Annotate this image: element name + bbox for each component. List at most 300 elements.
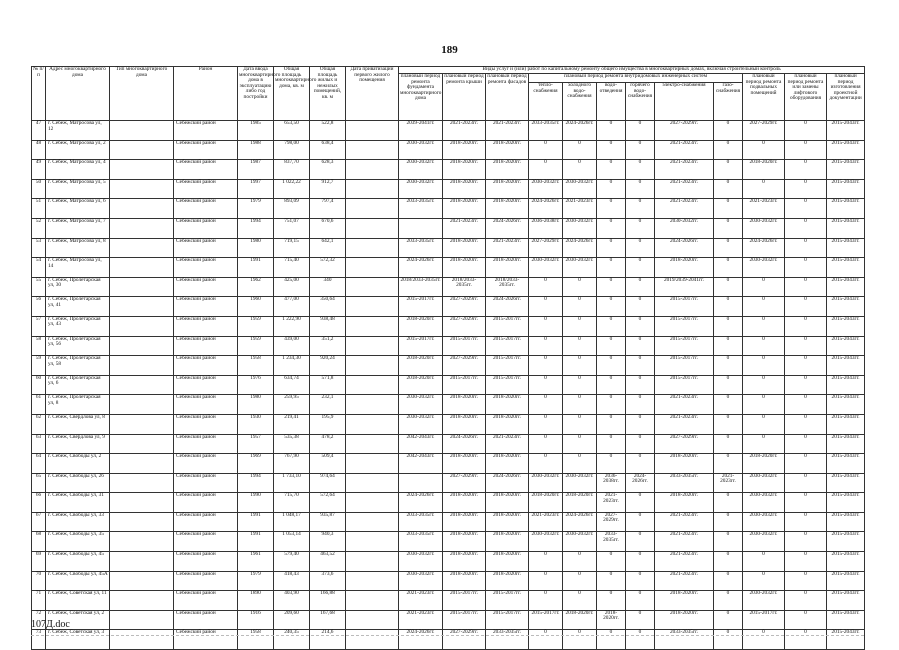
foundation-cell: 2033-2035гг. [399,512,443,532]
total-area-cell: 535,38 [274,434,310,454]
district-cell: Себежский район [174,552,238,572]
district-cell: Себежский район [174,610,238,630]
drainage-cell: 0 [597,277,626,297]
page-bottom-divider [31,635,864,636]
row-num-cell: 63 [32,434,46,454]
privatization-cell [346,512,399,532]
facade-cell: 2015-2017гг. [486,591,529,611]
facade-cell: 2015-2017гг. [486,375,529,395]
basement-cell: 2030-2032гг. [743,591,785,611]
gas-cell: 0 [714,375,743,395]
total-area-cell: 259,95 [274,395,310,415]
hot-water-cell: 0 [626,277,655,297]
row-num-cell: 66 [32,493,46,513]
privatization-cell [346,493,399,513]
drainage-cell: 0 [597,552,626,572]
total-area-cell: 751,07 [274,218,310,238]
cold-water-cell: 0 [563,571,597,591]
facade-cell: 2024-2026гг. [486,297,529,317]
basement-cell: 2024-2026гг. [743,238,785,258]
hot-water-cell: 0 [626,395,655,415]
address-cell: г. Себеж, Матросова ул, 4 [46,160,110,180]
header-district: Район [174,67,238,121]
drainage-cell: 0 [597,316,626,336]
elevator-cell: 0 [785,375,827,395]
district-cell: Себежский район [174,258,238,278]
gas-cell: 0 [714,571,743,591]
district-cell: Себежский район [174,121,238,141]
foundation-cell: 2018/2033-2035гг. [399,277,443,297]
basement-cell: 2030-2032гг. [743,512,785,532]
table-row [32,336,865,356]
electricity-cell: 2024-2026гг. [655,238,714,258]
facade-cell: 2018-2020гг. [486,179,529,199]
elevator-cell: 0 [785,179,827,199]
address-cell: г. Себеж, Матросова ул, 5 [46,179,110,199]
privatization-cell [346,591,399,611]
privatization-cell [346,395,399,415]
header-elevator: плановый период ремонта или замены лифтового оборудования [785,74,827,121]
elevator-cell: 0 [785,414,827,434]
drainage-cell: 0 [597,297,626,317]
header-num: № п/п [32,67,46,121]
row-num-cell: 52 [32,218,46,238]
living-area-cell: 797,4 [310,199,346,219]
gas-cell: 0 [714,179,743,199]
total-area-cell: 477,00 [274,297,310,317]
living-area-cell: 373,6 [310,571,346,591]
living-area-cell: 935,87 [310,512,346,532]
address-cell: г. Себеж, Свободы ул, 35 [46,532,110,552]
row-num-cell: 58 [32,336,46,356]
cold-water-cell: 2018-2020гг. [563,610,597,630]
gas-cell: 0 [714,121,743,141]
electricity-cell: 2015-2017гг. [655,336,714,356]
elevator-cell: 0 [785,473,827,493]
privatization-cell [346,160,399,180]
drainage-cell: 0 [597,121,626,141]
heat-cell: 2030-2032гг. [529,532,563,552]
elevator-cell: 0 [785,434,827,454]
elevator-cell: 0 [785,532,827,552]
hot-water-cell: 0 [626,610,655,630]
design-doc-cell: 2015-2043гг. [827,532,865,552]
year-cell: 1959 [238,336,274,356]
district-cell: Себежский район [174,532,238,552]
house-type-cell [110,512,174,532]
gas-cell: 0 [714,277,743,297]
living-area-cell: 350,64 [310,297,346,317]
gas-cell: 0 [714,238,743,258]
cold-water-cell: 0 [563,297,597,317]
foundation-cell: 2042-2043гг. [399,454,443,474]
cold-water-cell: 2018-2020гг. [563,493,597,513]
header-hot-water: горячего водо-снабжения [626,83,655,121]
living-area-cell: 195,9 [310,414,346,434]
header-design-doc: плановый период изготовления проектной документации [827,74,865,121]
cold-water-cell: 0 [563,356,597,376]
electricity-cell: 2027-2029гг. [655,121,714,141]
gas-cell: 0 [714,218,743,238]
electricity-cell: 2027-2029гг. [655,434,714,454]
heat-cell: 2021-2023гг. [529,512,563,532]
total-area-cell: 1 222,90 [274,316,310,336]
address-cell: г. Себеж, Советская ул, 11 [46,591,110,611]
table-row [32,316,865,336]
drainage-cell: 0 [597,414,626,434]
privatization-cell [346,238,399,258]
table-row [32,160,865,180]
design-doc-cell: 2015-2043гг. [827,610,865,630]
electricity-cell: 2015-2017гг. [655,375,714,395]
elevator-cell: 0 [785,199,827,219]
header-gas: газо-снабжения [714,83,743,121]
privatization-cell [346,552,399,572]
roof-cell: 2018-2020гг. [443,552,486,572]
district-cell: Себежский район [174,375,238,395]
house-type-cell [110,160,174,180]
elevator-cell: 0 [785,356,827,376]
gas-cell: 0 [714,395,743,415]
house-type-cell [110,356,174,376]
elevator-cell: 0 [785,571,827,591]
gas-cell: 0 [714,532,743,552]
electricity-cell: 2021-2023гг. [655,160,714,180]
basement-cell: 0 [743,356,785,376]
facade-cell: 2018-2020гг. [486,493,529,513]
heat-cell: 0 [529,395,563,415]
table-row [32,512,865,532]
heat-cell: 0 [529,277,563,297]
year-cell: 1957 [238,434,274,454]
drainage-cell: 0 [597,591,626,611]
row-num-cell: 48 [32,140,46,160]
privatization-cell [346,356,399,376]
design-doc-cell: 2015-2043гг. [827,297,865,317]
hot-water-cell: 0 [626,218,655,238]
facade-cell: 2021-2023гг. [486,434,529,454]
elevator-cell: 0 [785,454,827,474]
cold-water-cell: 0 [563,316,597,336]
elevator-cell: 0 [785,297,827,317]
facade-cell: 2024-2026гг. [486,473,529,493]
address-cell: г. Себеж, Матросова ул, 8 [46,238,110,258]
facade-cell: 2021-2023гг. [486,121,529,141]
design-doc-cell: 2015-2043гг. [827,375,865,395]
drainage-cell: 2033-2035гг. [597,532,626,552]
design-doc-cell: 2015-2043гг. [827,238,865,258]
district-cell: Себежский район [174,473,238,493]
heat-cell: 0 [529,140,563,160]
year-cell: 1969 [238,454,274,474]
header-roof: плановый период ремонта крыши [443,74,486,121]
privatization-cell [346,532,399,552]
foundation-cell: 2030-2032гг. [399,179,443,199]
row-num-cell: 59 [32,356,46,376]
house-type-cell [110,395,174,415]
house-type-cell [110,238,174,258]
electricity-cell: 2018-2020гг. [655,493,714,513]
gas-cell: 0 [714,258,743,278]
living-area-cell: 938,48 [310,316,346,336]
gas-cell: 0 [714,160,743,180]
foundation-cell: 2030-2032гг. [399,571,443,591]
address-cell: г. Себеж, Матросова ул, 2 [46,140,110,160]
repair-plan-table [31,66,865,650]
house-type-cell [110,140,174,160]
address-cell: г. Себеж, Свободы ул, 45А [46,571,110,591]
facade-cell: 2018-2020гг. [486,532,529,552]
design-doc-cell: 2015-2043гг. [827,277,865,297]
row-num-cell: 73 [32,630,46,650]
foundation-cell: 2030-2032гг. [399,414,443,434]
basement-cell: 2030-2032гг. [743,218,785,238]
header-year: Дата ввода многоквартирного дома в эксплуатацию либо год постройки [238,67,274,121]
year-cell: 1976 [238,375,274,395]
foundation-cell: 2033-2035гг. [399,532,443,552]
row-num-cell: 70 [32,571,46,591]
privatization-cell [346,336,399,356]
roof-cell: 2018-2020гг. [443,160,486,180]
gas-cell: 0 [714,316,743,336]
design-doc-cell: 2015-2043гг. [827,199,865,219]
cold-water-cell: 2024-2026гг. [563,238,597,258]
total-area-cell: 1 048,17 [274,512,310,532]
electricity-cell: 2021-2023гг. [655,140,714,160]
year-cell: 1991 [238,532,274,552]
drainage-cell: 2036-2038гг. [597,473,626,493]
house-type-cell [110,454,174,474]
row-num-cell: 53 [32,238,46,258]
living-area-cell: 572,32 [310,258,346,278]
elevator-cell: 0 [785,160,827,180]
roof-cell: 2018-2020гг. [443,238,486,258]
table-row [32,297,865,317]
roof-cell: 2018-2020гг. [443,179,486,199]
roof-cell: 2018-2020гг. [443,454,486,474]
total-area-cell: 719,15 [274,238,310,258]
year-cell: 1987 [238,160,274,180]
facade-cell: 2018-2020гг. [486,395,529,415]
heat-cell: 0 [529,336,563,356]
drainage-cell: 0 [597,395,626,415]
design-doc-cell: 2015-2043гг. [827,591,865,611]
table-row [32,121,865,141]
elevator-cell: 0 [785,336,827,356]
year-cell: 1961 [238,552,274,572]
facade-cell: 2018-2020гг. [486,140,529,160]
hot-water-cell: 0 [626,238,655,258]
total-area-cell: 893,09 [274,199,310,219]
row-num-cell: 50 [32,179,46,199]
total-area-cell: 1 022,22 [274,179,310,199]
design-doc-cell: 2015-2043гг. [827,218,865,238]
heat-cell: 2024-2026гг. [529,199,563,219]
heat-cell: 0 [529,571,563,591]
privatization-cell [346,571,399,591]
elevator-cell: 0 [785,277,827,297]
header-foundation: плановый период ремонта фундамента многоквартирного дома [399,74,443,121]
basement-cell: 0 [743,434,785,454]
cold-water-cell: 0 [563,591,597,611]
living-area-cell: 351,2 [310,336,346,356]
hot-water-cell: 0 [626,179,655,199]
living-area-cell: 642,1 [310,238,346,258]
electricity-cell: 2018-2020гг. [655,591,714,611]
gas-cell: 0 [714,552,743,572]
basement-cell: 2018-2020гг. [743,160,785,180]
foundation-cell [399,218,443,238]
table-row [32,493,865,513]
district-cell: Себежский район [174,218,238,238]
gas-cell: 0 [714,610,743,630]
cold-water-cell: 0 [563,160,597,180]
foundation-cell: 2024-2026гг. [399,258,443,278]
address-cell: г. Себеж, Пролетарская ул, 58 [46,356,110,376]
drainage-cell: 0 [597,375,626,395]
district-cell: Себежский район [174,571,238,591]
address-cell: г. Себеж, Матросова ул, 6 [46,199,110,219]
house-type-cell [110,375,174,395]
row-num-cell: 71 [32,591,46,611]
hot-water-cell: 0 [626,356,655,376]
design-doc-cell: 2015-2043гг. [827,414,865,434]
electricity-cell: 2021-2023гг. [655,512,714,532]
gas-cell: 0 [714,512,743,532]
table-row [32,375,865,395]
header-total-area: Общая площадь многоквартирного дома, кв. м [274,67,310,121]
heat-cell: 2018-2020гг. [529,493,563,513]
drainage-cell: 0 [597,454,626,474]
elevator-cell: 0 [785,610,827,630]
privatization-cell [346,277,399,297]
hot-water-cell: 0 [626,591,655,611]
elevator-cell: 0 [785,493,827,513]
roof-cell: 2021-2023гг. [443,218,486,238]
design-doc-cell: 2015-2043гг. [827,140,865,160]
living-area-cell: 167,68 [310,610,346,630]
electricity-cell: 2021-2023гг. [655,414,714,434]
row-num-cell: 72 [32,610,46,630]
gas-cell: 0 [714,630,743,650]
hot-water-cell: 0 [626,160,655,180]
header-facade: плановый период ремонта фасадов [486,74,529,121]
table-row [32,532,865,552]
address-cell: г. Себеж, Матросова ул, 14 [46,258,110,278]
basement-cell: 2030-2032гг. [743,258,785,278]
cold-water-cell: 2024-2026гг. [563,512,597,532]
foundation-cell: 2033-2035гг. [399,238,443,258]
drainage-cell: 0 [597,630,626,650]
row-num-cell: 47 [32,121,46,141]
hot-water-cell: 0 [626,199,655,219]
foundation-cell: 2018-2020гг. [399,316,443,336]
cold-water-cell: 0 [563,395,597,415]
basement-cell: 0 [743,316,785,336]
basement-cell: 0 [743,571,785,591]
table-row [32,356,865,376]
total-area-cell: 1 733,10 [274,473,310,493]
table-row [32,552,865,572]
address-cell: г. Себеж, Советская ул, 3 [46,630,110,650]
house-type-cell [110,473,174,493]
district-cell: Себежский район [174,277,238,297]
cold-water-cell: 2030-2032гг. [563,179,597,199]
roof-cell: 2015-2017гг. [443,336,486,356]
total-area-cell: 767,90 [274,454,310,474]
district-cell: Себежский район [174,316,238,336]
total-area-cell: 219,41 [274,414,310,434]
district-cell: Себежский район [174,591,238,611]
privatization-cell [346,140,399,160]
row-num-cell: 57 [32,316,46,336]
heat-cell: 2027-2029гг. [529,238,563,258]
year-cell: 1980 [238,238,274,258]
drainage-cell: 0 [597,140,626,160]
table-row [32,395,865,415]
year-cell: 1991 [238,512,274,532]
drainage-cell: 0 [597,434,626,454]
privatization-cell [346,414,399,434]
header-cold-water: холодного водо-снабжения [563,83,597,121]
gas-cell: 0 [714,297,743,317]
row-num-cell: 69 [32,552,46,572]
district-cell: Себежский район [174,414,238,434]
drainage-cell: 0 [597,571,626,591]
living-area-cell: 628,3 [310,160,346,180]
house-type-cell [110,277,174,297]
district-cell: Себежский район [174,356,238,376]
roof-cell: 2027-2029гг. [443,630,486,650]
cold-water-cell: 0 [563,552,597,572]
header-privatization: Дата приватизации первого жилого помещения [346,67,399,121]
district-cell: Себежский район [174,238,238,258]
hot-water-cell: 0 [626,552,655,572]
house-type-cell [110,493,174,513]
drainage-cell: 2027-2029гг. [597,512,626,532]
total-area-cell: 798,00 [274,140,310,160]
privatization-cell [346,258,399,278]
elevator-cell: 0 [785,140,827,160]
header-living-area: Общая площадь жилых и нежилых помещений, кв. м [310,67,346,121]
address-cell: г. Себеж, Свердлова ул, 9 [46,434,110,454]
facade-cell: 2015-2017гг. [486,356,529,376]
hot-water-cell: 0 [626,375,655,395]
basement-cell: 0 [743,277,785,297]
total-area-cell: 579,40 [274,552,310,572]
address-cell: г. Себеж, Пролетарская ул, 56 [46,336,110,356]
address-cell: г. Себеж, Пролетарская ул, 6 [46,375,110,395]
table-row [32,630,865,650]
facade-cell: 2018-2020гг. [486,414,529,434]
roof-cell: 2015-2017гг. [443,375,486,395]
heat-cell: 0 [529,434,563,454]
page-number: 189 [441,44,458,56]
total-area-cell: 837,70 [274,160,310,180]
foundation-cell: 2015-2017гг. [399,336,443,356]
table-row [32,258,865,278]
table-row [32,454,865,474]
living-area-cell: 920,24 [310,356,346,376]
living-area-cell: 940,3 [310,532,346,552]
roof-cell: 2018-2020гг. [443,258,486,278]
cold-water-cell: 2030-2032гг. [563,532,597,552]
elevator-cell: 0 [785,512,827,532]
cold-water-cell: 2021-2023гг. [563,199,597,219]
electricity-cell: 2021-2023гг. [655,179,714,199]
drainage-cell: 2018-2020гг. [597,610,626,630]
elevator-cell: 0 [785,316,827,336]
